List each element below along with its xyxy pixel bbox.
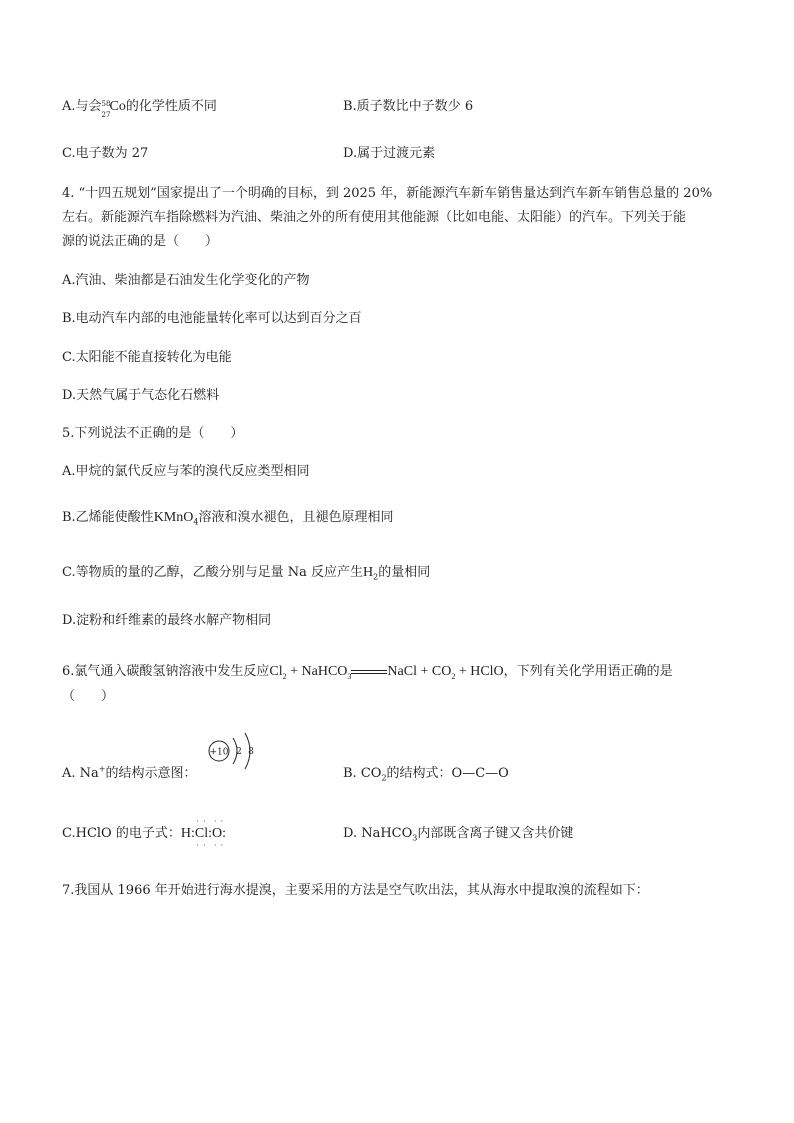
q6-stem-line2: （ ） [62,689,115,704]
q4-option-a: A.汽油、柴油都是石油发生化学变化的产物 [62,273,310,288]
q4-stem-line1: 4. “十四五规划”国家提出了一个明确的目标，到 2025 年，新能源汽车新车销售量达到汽车新车销售总量的 20% [62,186,713,201]
q5-option-b: B.乙烯能使酸性KMnO$_4$溶液和溴水褪色，且褪色原理相同 [62,510,394,527]
shell2-electrons: 8 [248,747,254,757]
q5-option-a: A.甲烷的氯代反应与苯的溴代反应类型相同 [62,464,310,479]
q3-option-c: C.电子数为 27 [62,146,149,161]
q7-stem: 7.我国从 1966 年开始进行海水提溴，主要采用的方法是空气吹出法，其从海水中提取溴的流程如下： [62,883,649,898]
nuclide-notation: 58 27 [101,100,111,119]
q3-option-a: A.与会 58 27 Co的化学性质不同 [62,99,217,119]
q4-option-b: B.电动汽车内部的电池能量转化率可以达到百分之百 [62,311,362,326]
equals-arrow-icon [351,667,387,677]
q6-option-b: B. $CO_2$的结构式：O—C—O [343,766,509,783]
q4-stem-line3: 源的说法正确的是（ ） [62,234,219,249]
q6-option-a: A. Na+的结构示意图： [62,764,197,781]
q6-option-d: D. NaHCO$_3$内部既含离子键又含共价键 [343,826,574,843]
q5-stem: 5.下列说法不正确的是（ ） [62,426,244,441]
q4-stem-line2: 左右。新能源汽车指除燃料为汽油、柴油之外的所有使用其他能源（比如电能、太阳能）的汽车。下列关于能 [62,210,687,225]
q6-option-c: C.HClO 的电子式：H: · · Cl · · : · · O: · · [62,817,226,850]
nucleus-charge: +10 [209,747,229,758]
q5-option-d: D.淀粉和纤维素的最终水解产物相同 [62,613,272,628]
q6-stem-line1: 6.氯气通入碳酸氢钠溶液中发生反应$Cl_2$ + NaHCO$_3$ NaCl + $CO_2$ + HClO，下列有关化学用语正确的是 [62,664,673,681]
q4-option-d: D.天然气属于气态化石燃料 [62,388,220,403]
sodium-ion-structure-diagram [205,730,265,778]
q4-option-c: C.太阳能不能直接转化为电能 [62,350,232,365]
q3-option-d: D.属于过渡元素 [343,146,436,161]
reaction-equation: $Cl_2$ + NaHCO$_3$ NaCl + $CO_2$ + HClO [269,664,504,681]
q3-option-b: B.质子数比中子数少 6 [343,99,474,114]
q5-option-c: C.等物质的量的乙醇，乙酸分别与足量 Na 反应产生$H_2$的量相同 [62,565,431,582]
shell1-electrons: 2 [236,747,242,757]
electron-formula: H: · · Cl · · : · · O: · · [180,817,226,850]
